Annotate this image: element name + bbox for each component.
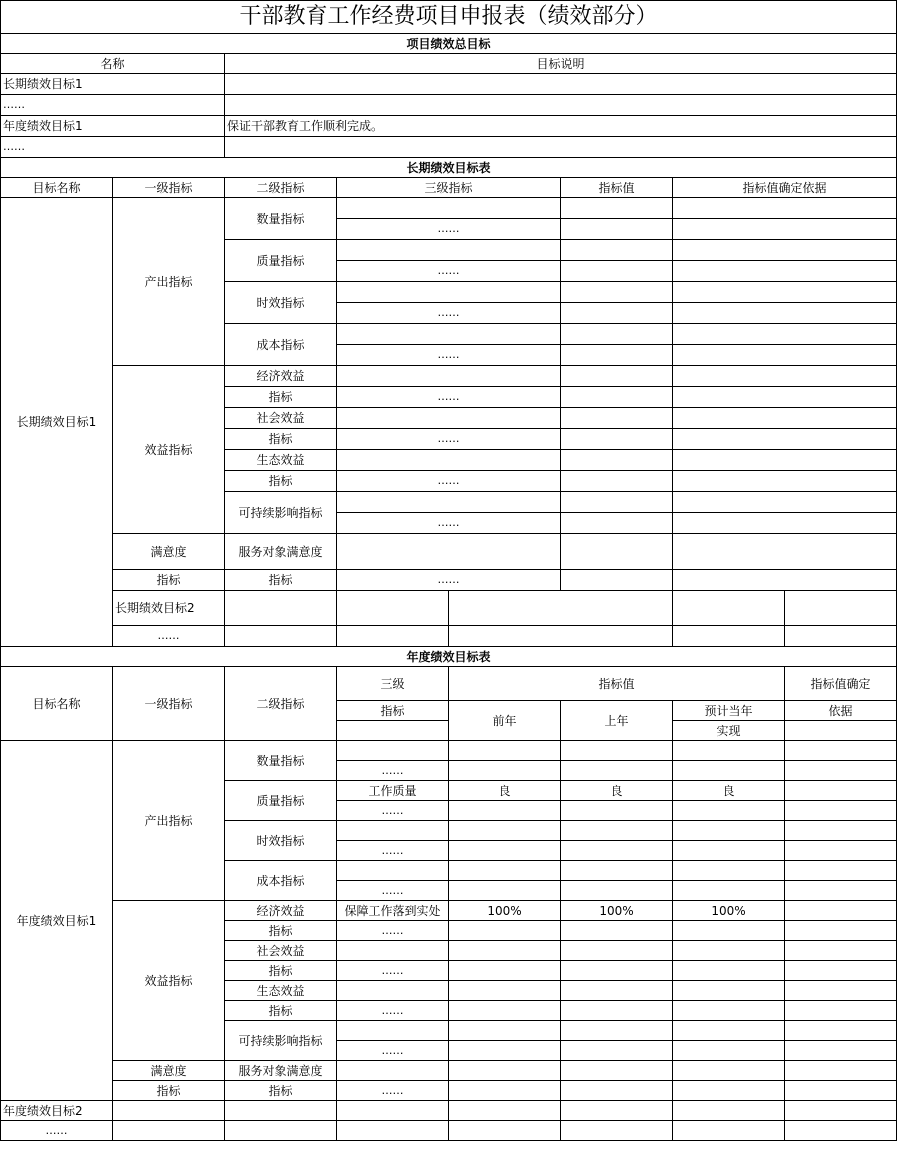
col-header: 目标名称 <box>1 667 113 741</box>
level3-cell[interactable]: …… <box>337 219 561 240</box>
col-header: 指标值 <box>449 667 785 701</box>
expect-cell[interactable] <box>673 741 785 761</box>
level3-cell[interactable]: …… <box>337 570 561 591</box>
value-cell[interactable] <box>561 429 673 450</box>
level2-cell: 服务对象满意度 <box>225 1061 337 1081</box>
basis-cell[interactable] <box>785 1061 897 1081</box>
value-cell[interactable] <box>561 387 673 408</box>
level1-cell: 效益指标 <box>113 901 225 1061</box>
col-header: 目标名称 <box>1 178 113 198</box>
goal-desc-cell[interactable] <box>225 95 897 116</box>
section-header-annual: 年度绩效目标表 <box>1 647 897 667</box>
level3-cell[interactable]: …… <box>337 1081 449 1101</box>
col-header: 三级指标 <box>337 178 561 198</box>
level3-cell[interactable] <box>337 324 561 345</box>
col-header: 指标值 <box>561 178 673 198</box>
section-header-overall: 项目绩效总目标 <box>1 34 897 54</box>
basis-cell[interactable] <box>673 303 897 324</box>
level3-cell[interactable]: …… <box>337 513 561 534</box>
basis-cell[interactable] <box>673 492 897 513</box>
prev-cell[interactable] <box>449 761 561 781</box>
expect-cell[interactable] <box>673 921 785 941</box>
basis-cell[interactable] <box>785 1021 897 1041</box>
level2-cell: 指标 <box>225 921 337 941</box>
value-cell[interactable] <box>561 261 673 282</box>
basis-cell[interactable] <box>785 1001 897 1021</box>
col-header: 实现 <box>673 721 785 741</box>
basis-cell[interactable] <box>785 941 897 961</box>
expect-cell[interactable]: 良 <box>673 781 785 801</box>
target-name-cell[interactable]: 长期绩效目标2 <box>113 591 225 626</box>
value-cell[interactable] <box>561 282 673 303</box>
value-cell[interactable] <box>561 534 673 570</box>
col-header: 一级指标 <box>113 178 225 198</box>
expect-cell[interactable] <box>673 1061 785 1081</box>
prev-cell[interactable] <box>449 1121 561 1141</box>
col-header: 预计当年 <box>673 701 785 721</box>
level2-cell: 指标 <box>225 1081 337 1101</box>
level2-cell: 经济效益 <box>225 901 337 921</box>
expect-cell[interactable] <box>673 1121 785 1141</box>
expect-cell[interactable] <box>673 861 785 881</box>
goal-desc-cell[interactable]: 保证干部教育工作顺利完成。 <box>225 116 897 137</box>
value-cell[interactable] <box>561 240 673 261</box>
target-name-cell[interactable]: …… <box>113 626 225 647</box>
level1-cell: 效益指标 <box>113 366 225 534</box>
level1-cell: 满意度 <box>113 534 225 570</box>
col-header-desc: 目标说明 <box>225 54 897 74</box>
col-header: 指标 <box>337 701 449 721</box>
prev-cell[interactable] <box>449 1081 561 1101</box>
level3-cell[interactable] <box>337 408 561 429</box>
level3-cell[interactable]: …… <box>337 345 561 366</box>
level1-cell: 指标 <box>113 570 225 591</box>
expect-cell[interactable] <box>673 841 785 861</box>
basis-cell[interactable] <box>785 821 897 841</box>
level2-cell: 生态效益 <box>225 450 337 471</box>
basis-cell[interactable] <box>785 901 897 921</box>
value-cell[interactable] <box>561 570 673 591</box>
expect-cell[interactable] <box>673 941 785 961</box>
level2-cell: 可持续影响指标 <box>225 492 337 534</box>
expect-cell[interactable] <box>673 961 785 981</box>
level3-cell[interactable] <box>337 198 561 219</box>
last-cell[interactable] <box>561 961 673 981</box>
last-cell[interactable] <box>561 1061 673 1081</box>
level3-cell[interactable] <box>337 981 449 1001</box>
value-cell[interactable] <box>561 366 673 387</box>
basis-cell[interactable] <box>673 345 897 366</box>
basis-cell[interactable] <box>673 429 897 450</box>
level3-cell[interactable]: …… <box>337 387 561 408</box>
level3-cell[interactable] <box>337 240 561 261</box>
level2-cell[interactable] <box>337 626 449 647</box>
level1-cell[interactable] <box>225 591 337 626</box>
last-cell[interactable] <box>561 841 673 861</box>
col-header: 三级 <box>337 667 449 701</box>
level2-cell: 生态效益 <box>225 981 337 1001</box>
level3-cell[interactable] <box>337 534 561 570</box>
prev-cell[interactable] <box>449 1021 561 1041</box>
goal-name-cell[interactable]: …… <box>1 137 225 158</box>
prev-cell[interactable] <box>449 861 561 881</box>
basis-cell[interactable] <box>785 761 897 781</box>
level2-cell: 指标 <box>225 471 337 492</box>
level2-cell: 成本指标 <box>225 324 337 366</box>
basis-cell[interactable] <box>673 513 897 534</box>
prev-cell[interactable] <box>449 841 561 861</box>
level2-cell: 数量指标 <box>225 198 337 240</box>
col-header: 指标值确定依据 <box>673 178 897 198</box>
basis-cell[interactable] <box>673 198 897 219</box>
level3-cell[interactable]: …… <box>337 1041 449 1061</box>
goal-desc-cell[interactable] <box>225 137 897 158</box>
level1-cell[interactable] <box>225 626 337 647</box>
prev-cell[interactable] <box>449 1001 561 1021</box>
basis-cell[interactable] <box>673 261 897 282</box>
last-cell[interactable] <box>561 1021 673 1041</box>
expect-cell[interactable] <box>673 761 785 781</box>
basis-cell[interactable] <box>785 981 897 1001</box>
level3-cell[interactable] <box>337 282 561 303</box>
level2-cell: 数量指标 <box>225 741 337 781</box>
level3-cell[interactable]: …… <box>337 303 561 324</box>
level2-cell: 经济效益 <box>225 366 337 387</box>
last-cell[interactable] <box>561 1081 673 1101</box>
level2-cell: 指标 <box>225 429 337 450</box>
prev-cell[interactable] <box>449 941 561 961</box>
value-cell[interactable] <box>561 303 673 324</box>
prev-cell[interactable] <box>449 1101 561 1121</box>
col-header: 一级指标 <box>113 667 225 741</box>
prev-cell[interactable] <box>449 801 561 821</box>
level2-cell: 社会效益 <box>225 408 337 429</box>
basis-cell[interactable] <box>673 471 897 492</box>
prev-cell[interactable] <box>449 881 561 901</box>
level2-cell: 可持续影响指标 <box>225 1021 337 1061</box>
basis-cell[interactable] <box>785 1041 897 1061</box>
level2-cell: 服务对象满意度 <box>225 534 337 570</box>
last-cell[interactable] <box>561 1121 673 1141</box>
target-name-cell: 年度绩效目标1 <box>1 741 113 1101</box>
basis-cell[interactable] <box>785 801 897 821</box>
basis-cell[interactable] <box>785 591 897 626</box>
value-cell[interactable] <box>561 408 673 429</box>
last-cell[interactable] <box>561 1101 673 1121</box>
level3-cell[interactable]: …… <box>337 841 449 861</box>
level2-cell[interactable] <box>225 1101 337 1121</box>
basis-cell[interactable] <box>673 282 897 303</box>
basis-cell[interactable] <box>673 534 897 570</box>
prev-cell[interactable] <box>449 981 561 1001</box>
level2-cell[interactable] <box>337 591 449 626</box>
expect-cell[interactable] <box>673 801 785 821</box>
last-cell[interactable]: 良 <box>561 781 673 801</box>
goal-name-cell[interactable]: 年度绩效目标1 <box>1 116 225 137</box>
level2-cell: 社会效益 <box>225 941 337 961</box>
basis-cell[interactable] <box>785 626 897 647</box>
basis-cell[interactable] <box>673 240 897 261</box>
level3-cell[interactable]: …… <box>337 471 561 492</box>
level3-cell[interactable]: …… <box>337 881 449 901</box>
level3-cell[interactable] <box>337 366 561 387</box>
level3-cell[interactable]: …… <box>337 921 449 941</box>
level2-cell: 指标 <box>225 961 337 981</box>
expect-cell[interactable] <box>673 981 785 1001</box>
level3-cell[interactable]: …… <box>337 261 561 282</box>
expect-cell[interactable] <box>673 1081 785 1101</box>
level2-cell: 指标 <box>225 570 337 591</box>
level3-cell[interactable]: …… <box>337 801 449 821</box>
col-header: 指标值确定 <box>785 667 897 701</box>
basis-cell[interactable] <box>673 450 897 471</box>
prev-cell[interactable] <box>449 1061 561 1081</box>
col-header: 前年 <box>449 701 561 741</box>
goal-desc-cell[interactable] <box>225 74 897 95</box>
value-cell[interactable] <box>561 450 673 471</box>
level3-cell[interactable]: …… <box>337 1001 449 1021</box>
basis-cell[interactable] <box>785 1101 897 1121</box>
level3-cell[interactable]: 保障工作落到实处 <box>337 901 449 921</box>
prev-cell[interactable] <box>449 1041 561 1061</box>
section-header-long: 长期绩效目标表 <box>1 158 897 178</box>
expect-cell[interactable] <box>673 1101 785 1121</box>
value-cell[interactable] <box>561 219 673 240</box>
level3-cell[interactable] <box>449 626 673 647</box>
level1-cell: 产出指标 <box>113 198 225 366</box>
level3-cell[interactable] <box>337 821 449 841</box>
last-cell[interactable] <box>561 821 673 841</box>
level1-cell: 产出指标 <box>113 741 225 901</box>
level3-cell[interactable] <box>337 492 561 513</box>
level1-cell[interactable] <box>113 1101 225 1121</box>
level3-cell[interactable]: …… <box>337 429 561 450</box>
level1-cell: 满意度 <box>113 1061 225 1081</box>
goal-name-cell[interactable]: 长期绩效目标1 <box>1 74 225 95</box>
last-cell[interactable] <box>561 861 673 881</box>
level3-cell[interactable] <box>337 1061 449 1081</box>
last-cell[interactable] <box>561 881 673 901</box>
value-cell[interactable] <box>561 471 673 492</box>
level3-cell[interactable] <box>337 1021 449 1041</box>
value-cell[interactable] <box>561 198 673 219</box>
level1-cell: 指标 <box>113 1081 225 1101</box>
level2-cell: 质量指标 <box>225 240 337 282</box>
col-header: 上年 <box>561 701 673 741</box>
level3-cell[interactable]: …… <box>337 961 449 981</box>
basis-cell[interactable] <box>673 570 897 591</box>
last-cell[interactable] <box>561 1001 673 1021</box>
basis-cell[interactable] <box>673 324 897 345</box>
level3-cell[interactable] <box>449 591 673 626</box>
basis-cell[interactable] <box>673 387 897 408</box>
level3-cell[interactable]: …… <box>337 761 449 781</box>
expect-cell[interactable] <box>673 1001 785 1021</box>
expect-cell[interactable] <box>673 1041 785 1061</box>
value-cell[interactable] <box>673 626 785 647</box>
basis-cell[interactable] <box>673 366 897 387</box>
prev-cell[interactable] <box>449 961 561 981</box>
expect-cell[interactable] <box>673 821 785 841</box>
expect-cell[interactable] <box>673 1021 785 1041</box>
basis-cell[interactable] <box>785 961 897 981</box>
level3-cell[interactable] <box>337 741 449 761</box>
last-cell[interactable] <box>561 941 673 961</box>
last-cell[interactable] <box>561 981 673 1001</box>
level3-cell[interactable] <box>337 1121 449 1141</box>
basis-cell[interactable] <box>785 1081 897 1101</box>
value-cell[interactable] <box>561 345 673 366</box>
last-cell[interactable] <box>561 1041 673 1061</box>
last-cell[interactable] <box>561 761 673 781</box>
target-name-cell[interactable]: …… <box>1 1121 113 1141</box>
target-name-cell: 长期绩效目标1 <box>1 198 113 647</box>
basis-cell[interactable] <box>785 1121 897 1141</box>
expect-cell[interactable]: 100% <box>673 901 785 921</box>
level3-cell[interactable] <box>337 941 449 961</box>
prev-cell[interactable]: 良 <box>449 781 561 801</box>
basis-cell[interactable] <box>673 219 897 240</box>
value-cell[interactable] <box>561 513 673 534</box>
level2-cell: 时效指标 <box>225 282 337 324</box>
level3-cell[interactable] <box>337 1101 449 1121</box>
value-cell[interactable] <box>673 591 785 626</box>
last-cell[interactable] <box>561 741 673 761</box>
basis-cell[interactable] <box>785 861 897 881</box>
prev-cell[interactable] <box>449 921 561 941</box>
target-name-cell[interactable]: 年度绩效目标2 <box>1 1101 113 1121</box>
level2-cell: 时效指标 <box>225 821 337 861</box>
level3-cell[interactable]: 工作质量 <box>337 781 449 801</box>
basis-cell[interactable] <box>785 921 897 941</box>
prev-cell[interactable] <box>449 741 561 761</box>
last-cell[interactable] <box>561 801 673 821</box>
basis-cell[interactable] <box>785 721 897 741</box>
last-cell[interactable] <box>561 921 673 941</box>
prev-cell[interactable] <box>449 821 561 841</box>
expect-cell[interactable] <box>673 881 785 901</box>
level2-cell: 成本指标 <box>225 861 337 901</box>
basis-cell[interactable] <box>785 781 897 801</box>
level3-cell[interactable] <box>337 861 449 881</box>
level2-cell: 质量指标 <box>225 781 337 821</box>
level3-cell[interactable] <box>337 450 561 471</box>
basis-cell[interactable] <box>785 841 897 861</box>
level3-cell[interactable] <box>337 721 449 741</box>
level2-cell: 指标 <box>225 1001 337 1021</box>
goal-name-cell[interactable]: …… <box>1 95 225 116</box>
col-header: 依据 <box>785 701 897 721</box>
value-cell[interactable] <box>561 324 673 345</box>
basis-cell[interactable] <box>785 741 897 761</box>
last-cell[interactable]: 100% <box>561 901 673 921</box>
col-header-name: 名称 <box>1 54 225 74</box>
level1-cell[interactable] <box>113 1121 225 1141</box>
level2-cell: 指标 <box>225 387 337 408</box>
col-header: 二级指标 <box>225 667 337 741</box>
col-header: 二级指标 <box>225 178 337 198</box>
prev-cell[interactable]: 100% <box>449 901 561 921</box>
basis-cell[interactable] <box>785 881 897 901</box>
basis-cell[interactable] <box>673 408 897 429</box>
value-cell[interactable] <box>561 492 673 513</box>
level2-cell[interactable] <box>225 1121 337 1141</box>
page-title: 干部教育工作经费项目申报表（绩效部分） <box>1 1 897 34</box>
